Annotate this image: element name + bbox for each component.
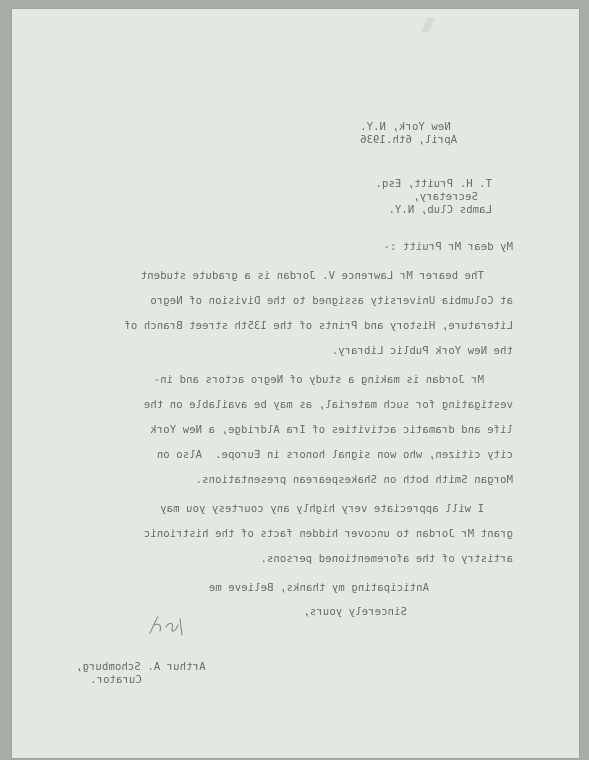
- closing-line-1: Anticipating my thanks, Believe me: [208, 582, 429, 594]
- closing-line-2: Sincerely yours,: [303, 606, 407, 618]
- recipient-title: Secretary,: [413, 191, 478, 203]
- paragraph-2-line-4: city citizen, who won signal honors in Europe. Also on: [156, 449, 513, 461]
- mirrored-letter-text: [12, 9, 579, 758]
- paragraph-2-line-2: vestigating for such material, as may be available on the: [143, 399, 513, 411]
- letter-sheet: [12, 9, 579, 758]
- paragraph-3-line-1: I will appreciate very highly any courtesy you may: [160, 503, 484, 515]
- handwritten-signature: [146, 613, 190, 639]
- recipient-name: T. H. Pruitt, Esq.: [375, 178, 492, 190]
- paragraph-2-line-3: life and dramatic activities of Ira Aldridge, a New York: [150, 424, 513, 436]
- recipient-org: Lambs Club, N.Y.: [388, 204, 492, 216]
- paragraph-2-line-1: Mr Jordan is making a study of Negro actors and in-: [153, 374, 484, 386]
- paragraph-1-line-1: The bearer Mr Lawrence V. Jordan is a gradute student: [140, 270, 484, 282]
- paragraph-1-line-4: the New York Public Library.: [331, 345, 513, 357]
- letter-place: New York, N.Y.: [360, 121, 451, 133]
- sender-name: Arthur A. Schomburg,: [76, 661, 206, 673]
- letter-date: April, 6th.1936: [360, 134, 458, 146]
- paragraph-1-line-3: Literature, History and Prints of the 135th street Branch of: [124, 320, 513, 332]
- paragraph-3-line-2: grant Mr Jordan to uncover hidden facts of the histrionic: [143, 528, 513, 540]
- paragraph-3-line-3: artistry of the aforementioned persons.: [260, 553, 513, 565]
- salutation: My dear Mr Pruitt :-: [383, 241, 513, 253]
- paragraph-2-line-5: Morgan Smith both on Shakespearean presentations.: [195, 474, 513, 486]
- paragraph-1-line-2: at Columbia University assigned to the Division of Negro: [150, 295, 513, 307]
- sender-title: Curator.: [90, 674, 142, 686]
